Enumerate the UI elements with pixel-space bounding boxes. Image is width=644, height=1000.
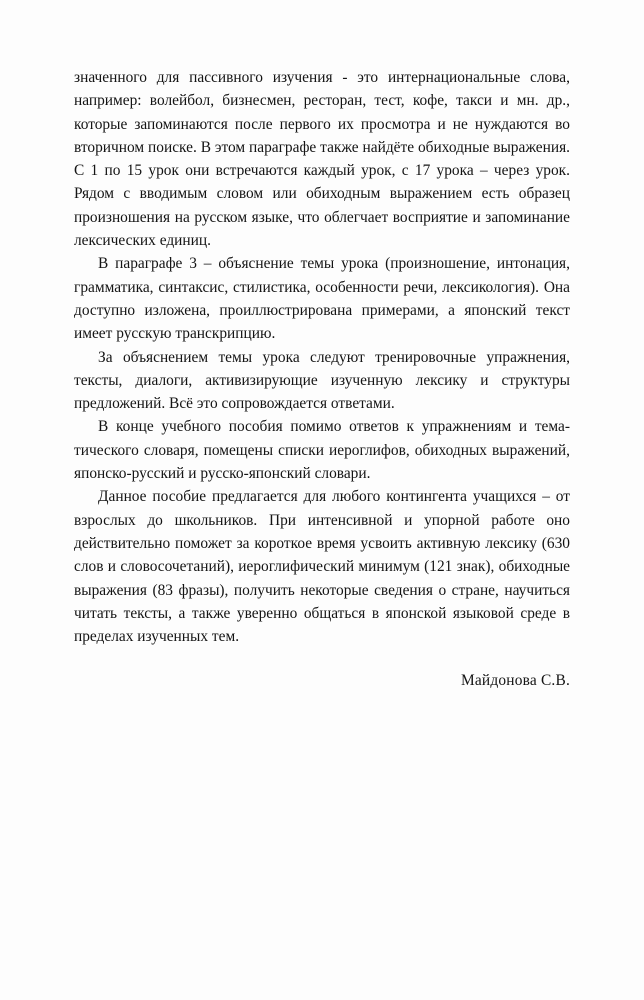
paragraph-3: За объяснением темы урока следуют тренировочные упражнения, тексты, диалоги, активизирующие изученную лексику и структуры предложений. Всё это сопровождается ответами. [74,348,570,413]
paragraph-5: Данное пособие предлагается для любого контингента учащихся – от взрослых до школьников. При интенсивной и упорной работе оно действительно поможет за короткое время усвоить активную лексику (630 слов и словосочетаний), иероглифический минимум (121 знак), обиходные выражения (83 фразы), получить некоторые сведения о стране, научиться читать тексты, а также уверенно общаться в японской языковой среде в пределах изученных тем. [74,488,570,646]
author-signature: Майдонова С.В. [461,672,570,690]
paragraph-1: значенного для пассивного изучения - это интернациональные слова, например: волейбол, бизнесмен, ресторан, тест, кофе, такси и мн. др., которые запоминаются после первого их просмотра и не нуждаются во вторичном поиске. В этом параграфе также найдёте обиходные выражения. С 1 по 15 урок они встречаются каждый урок, с 17 урока – через урок. Рядом с вводимым словом или обиходным выражением есть образец произношения на русском языке, что облегчает восприятие и запоминание лексических единиц. [74,69,570,250]
paragraph-4: В конце учебного пособия помимо ответов к упражнениям и тематического словаря, помещены списки иероглифов, обиходных выражений, японско-русский и русско-японский словари. [74,418,570,483]
document-text-body [74,66,570,693]
paragraph-2: В параграфе 3 – объяснение темы урока (произношение, интонация, грамматика, синтаксис, стилистика, особенности речи, лексикология). Она доступно изложена, проиллюстрирована примерами, а японский текст имеет русскую транскрипцию. [74,255,570,343]
